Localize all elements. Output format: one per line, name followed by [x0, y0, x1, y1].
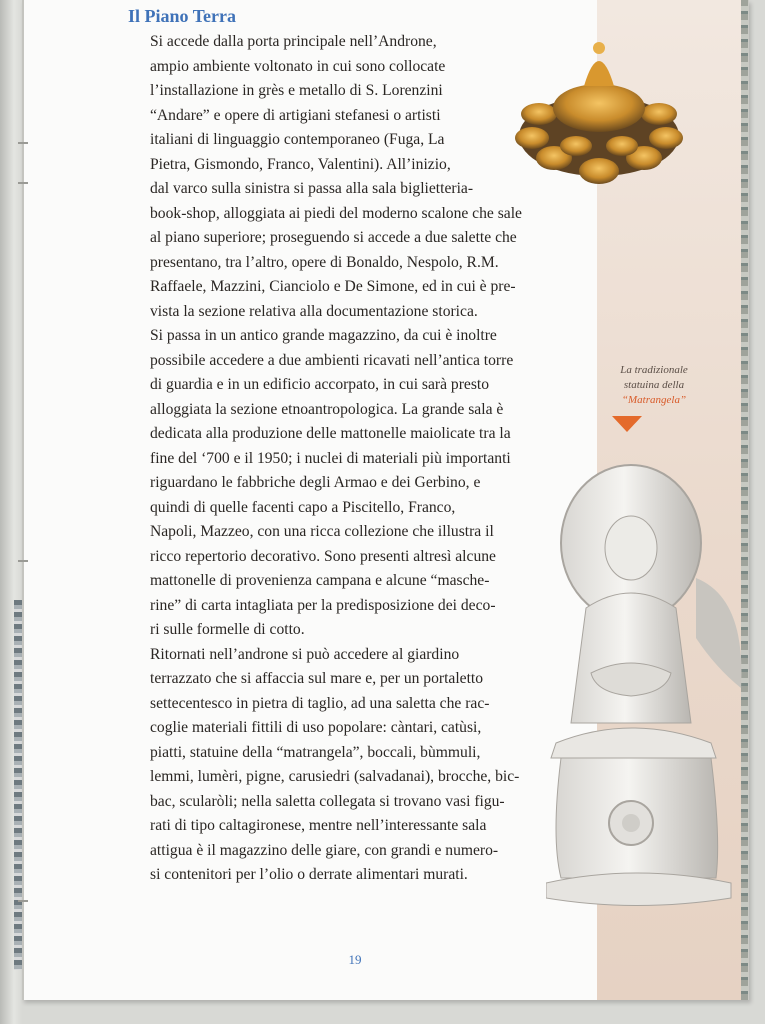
text-line: al piano superiore; proseguendo si accede a due salette che [150, 229, 517, 246]
text-line: Si accede dalla porta principale nell’Androne, [150, 33, 437, 50]
text-line: l’installazione in grès e metallo di S. Lorenzini [150, 82, 443, 99]
section-heading: Il Piano Terra [128, 6, 237, 26]
text-line: lemmi, lumèri, pigne, carusiedri (salvadanai), brocche, bic- [150, 768, 520, 785]
text-line: coglie materiali fittili di uso popolare: càntari, catùsi, [150, 719, 482, 736]
matrangela-statue-image [546, 458, 746, 918]
text-line: piatti, statuine della “matrangela”, boccali, bùmmuli, [150, 743, 481, 761]
stitch-mark [18, 142, 28, 144]
text-line: rati di tipo caltagironese, mentre nell’interessante sala [150, 817, 487, 834]
text-line: ricco repertorio decorativo. Sono presenti altresì alcune [150, 547, 496, 565]
page-spine [22, 0, 24, 1000]
text-line: rine” di carta intagliata per la predisposizione dei deco- [150, 596, 496, 614]
text-line: Ritornati nell’androne si può accedere al giardino [150, 645, 460, 663]
text-line: si contenitori per l’olio o derrate alimentari murati. [150, 866, 468, 883]
text-line: fine del ‘700 e il 1950; i nuclei di materiali più importanti [150, 449, 511, 467]
statue-wing [696, 578, 741, 688]
paragraph-2 [128, 324, 586, 643]
text-line: alloggiata la sezione etnoantropologica. La grande sala è [150, 400, 504, 418]
caption-arrow-icon [612, 416, 642, 432]
statue-head [605, 516, 657, 580]
stitch-mark [18, 182, 28, 184]
text-line: dedicata alla produzione delle mattonelle maiolicate tra la [150, 425, 511, 442]
caption-line-2: statuina della [623, 379, 685, 391]
text-line: presentano, tra l’altro, opere di Bonaldo, Nespolo, R.M. [150, 253, 499, 271]
text-line: ampio ambiente voltonato in cui sono collocate [150, 57, 446, 75]
text-line: riguardano le fabbriche degli Armao e dei Gerbino, e [150, 474, 481, 491]
binding-edge [14, 600, 22, 970]
text-line: quindi di quelle facenti capo a Piscitello, Franco, [150, 498, 456, 516]
paragraph-3 [128, 643, 586, 888]
text-line: terrazzato che si affaccia sul mare e, per un portaletto [150, 670, 484, 687]
text-line: dal varco sulla sinistra si passa alla sala biglietteria- [150, 180, 474, 197]
stitch-mark [18, 900, 28, 902]
text-line: vista la sezione relativa alla documentazione storica. [150, 302, 478, 320]
ceramic-lamp-image [514, 26, 684, 196]
text-line: Pietra, Gismondo, Franco, Valentini). All’inizio, [150, 155, 451, 173]
text-line: book-shop, alloggiata ai piedi del moderno scalone che sale [150, 204, 522, 222]
lamp-body [553, 84, 645, 132]
text-line: ri sulle formelle di cotto. [150, 621, 305, 638]
text-line: Napoli, Mazzeo, con una ricca collezione che illustra il [150, 523, 494, 540]
text-line: Raffaele, Mazzini, Cianciolo e De Simone, ed in cui è pre- [150, 278, 516, 295]
text-line: “Andare” e opere di artigiani stefanesi o artisti [150, 106, 441, 124]
text-line: mattonelle di provenienza campana e alcune “masche- [150, 572, 490, 589]
text-line: di guardia e in un edificio accorpato, in cui sarà presto [150, 376, 490, 393]
lamp-top-knob [584, 61, 614, 86]
statue-collar [551, 728, 716, 758]
image-caption [604, 363, 704, 408]
page-number: 19 [348, 952, 362, 967]
caption-highlight: “Matrangela” [621, 394, 687, 406]
statue-base [546, 873, 731, 906]
text-line: settecentesco in pietra di taglio, ad una saletta che rac- [150, 694, 490, 712]
text-line: attigua è il magazzino delle giare, con grandi e numero- [150, 841, 499, 859]
stitch-mark [18, 560, 28, 562]
text-line: italiani di linguaggio contemporaneo (Fuga, La [150, 131, 445, 148]
text-line: Si passa in un antico grande magazzino, da cui è inoltre [150, 327, 497, 344]
text-line: bac, scularòli; nella saletta collegata si trovano vasi figu- [150, 792, 505, 810]
text-line: possibile accedere a due ambienti ricavati nell’antica torre [150, 351, 514, 369]
statue-torso [571, 593, 691, 723]
caption-line-1: La tradizionale [620, 364, 688, 376]
